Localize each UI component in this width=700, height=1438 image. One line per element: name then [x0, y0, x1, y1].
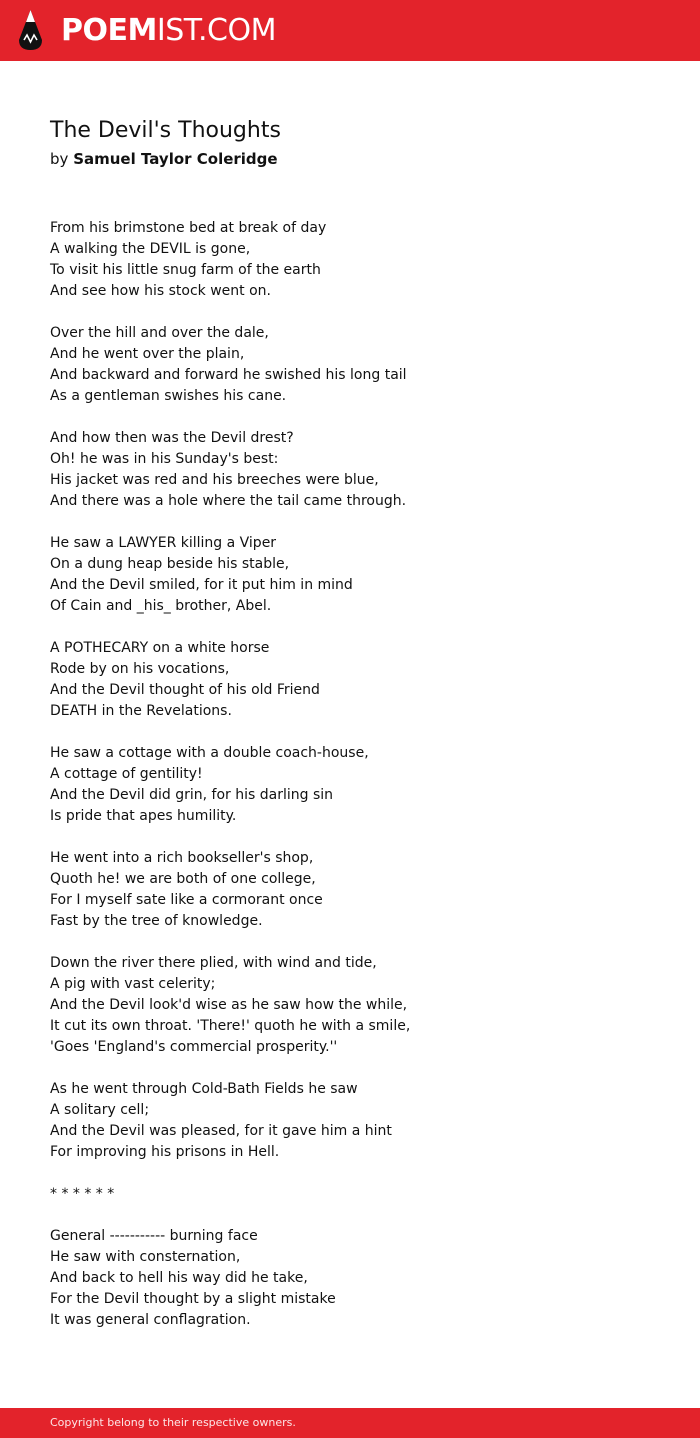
poem-line: Rode by on his vocations,	[50, 661, 230, 677]
poem-line: He saw a cottage with a double coach-house,	[50, 745, 369, 761]
poem-line: Over the hill and over the dale,	[50, 325, 269, 341]
poem-line: As he went through Cold-Bath Fields he saw	[50, 1081, 358, 1097]
site-footer	[0, 1408, 700, 1438]
poem-line: He went into a rich bookseller's shop,	[50, 850, 314, 866]
poem-line: He saw a LAWYER killing a Viper	[50, 535, 277, 551]
poem-line: And back to hell his way did he take,	[50, 1270, 308, 1286]
poem-line: On a dung heap beside his stable,	[50, 556, 290, 572]
poem-line: And how then was the Devil drest?	[50, 430, 294, 446]
poem-line: And the Devil look'd wise as he saw how the while,	[50, 997, 408, 1013]
poem-line: It was general conflagration.	[50, 1312, 251, 1328]
poem-line: For improving his prisons in Hell.	[50, 1144, 280, 1160]
poem-stanza	[50, 743, 670, 827]
poem-line: DEATH in the Revelations.	[50, 703, 232, 719]
poem-line: And there was a hole where the tail came through.	[50, 493, 407, 509]
copyright-text: Copyright belong to their respective owners.	[50, 1416, 296, 1429]
poem-stanza	[50, 953, 670, 1058]
poem-line: To visit his little snug farm of the earth	[50, 262, 321, 278]
poem-stanza	[50, 638, 670, 722]
pencil-tip-icon[interactable]	[17, 9, 44, 51]
poem-stanza	[50, 323, 670, 407]
by-label: by	[50, 150, 69, 168]
poem-title: The Devil's Thoughts	[50, 118, 281, 143]
poem-line: It cut its own throat. 'There!' quoth he with a smile,	[50, 1018, 411, 1034]
poem-line: Of Cain and _his_ brother, Abel.	[50, 598, 272, 614]
brand-light: IST.COM	[156, 13, 276, 48]
poem-line: He saw with consternation,	[50, 1249, 241, 1265]
poem-line: And the Devil did grin, for his darling sin	[50, 787, 334, 803]
poem-line: General ----------- burning face	[50, 1228, 258, 1244]
poem-line: For I myself sate like a cormorant once	[50, 892, 323, 908]
site-header	[0, 0, 700, 61]
poem-line: Is pride that apes humility.	[50, 808, 237, 824]
brand-bold: POEM	[61, 13, 157, 48]
author-name[interactable]: Samuel Taylor Coleridge	[73, 150, 278, 168]
poem-line: Fast by the tree of knowledge.	[50, 913, 263, 929]
poem-line: * * * * * *	[50, 1186, 115, 1202]
poem-body	[50, 218, 670, 1352]
poem-stanza	[50, 428, 670, 512]
poem-stanza	[50, 533, 670, 617]
poem-line: A cottage of gentility!	[50, 766, 203, 782]
poem-stanza	[50, 218, 670, 302]
poem-stanza	[50, 1184, 670, 1205]
poem-line: His jacket was red and his breeches were blue,	[50, 472, 379, 488]
poem-line: Quoth he! we are both of one college,	[50, 871, 316, 887]
poem-line: And see how his stock went on.	[50, 283, 271, 299]
poem-line: A walking the DEVIL is gone,	[50, 241, 251, 257]
poem-line: For the Devil thought by a slight mistake	[50, 1291, 336, 1307]
poem-line: A pig with vast celerity;	[50, 976, 216, 992]
poem-line: Down the river there plied, with wind and tide,	[50, 955, 377, 971]
poem-stanza	[50, 848, 670, 932]
poem-line: And the Devil smiled, for it put him in mind	[50, 577, 353, 593]
poem-line: And backward and forward he swished his long tail	[50, 367, 407, 383]
poem-line: From his brimstone bed at break of day	[50, 220, 327, 236]
poem-line: A solitary cell;	[50, 1102, 150, 1118]
poem-stanza	[50, 1079, 670, 1163]
site-logo[interactable]	[61, 13, 276, 49]
poem-stanza	[50, 1226, 670, 1331]
poem-line: 'Goes 'England's commercial prosperity.''	[50, 1039, 338, 1055]
poem-line: And the Devil thought of his old Friend	[50, 682, 320, 698]
poem-byline	[50, 148, 278, 170]
poem-line: A POTHECARY on a white horse	[50, 640, 270, 656]
poem-line: Oh! he was in his Sunday's best:	[50, 451, 279, 467]
poem-line: As a gentleman swishes his cane.	[50, 388, 287, 404]
poem-line: And the Devil was pleased, for it gave him a hint	[50, 1123, 392, 1139]
poem-line: And he went over the plain,	[50, 346, 245, 362]
